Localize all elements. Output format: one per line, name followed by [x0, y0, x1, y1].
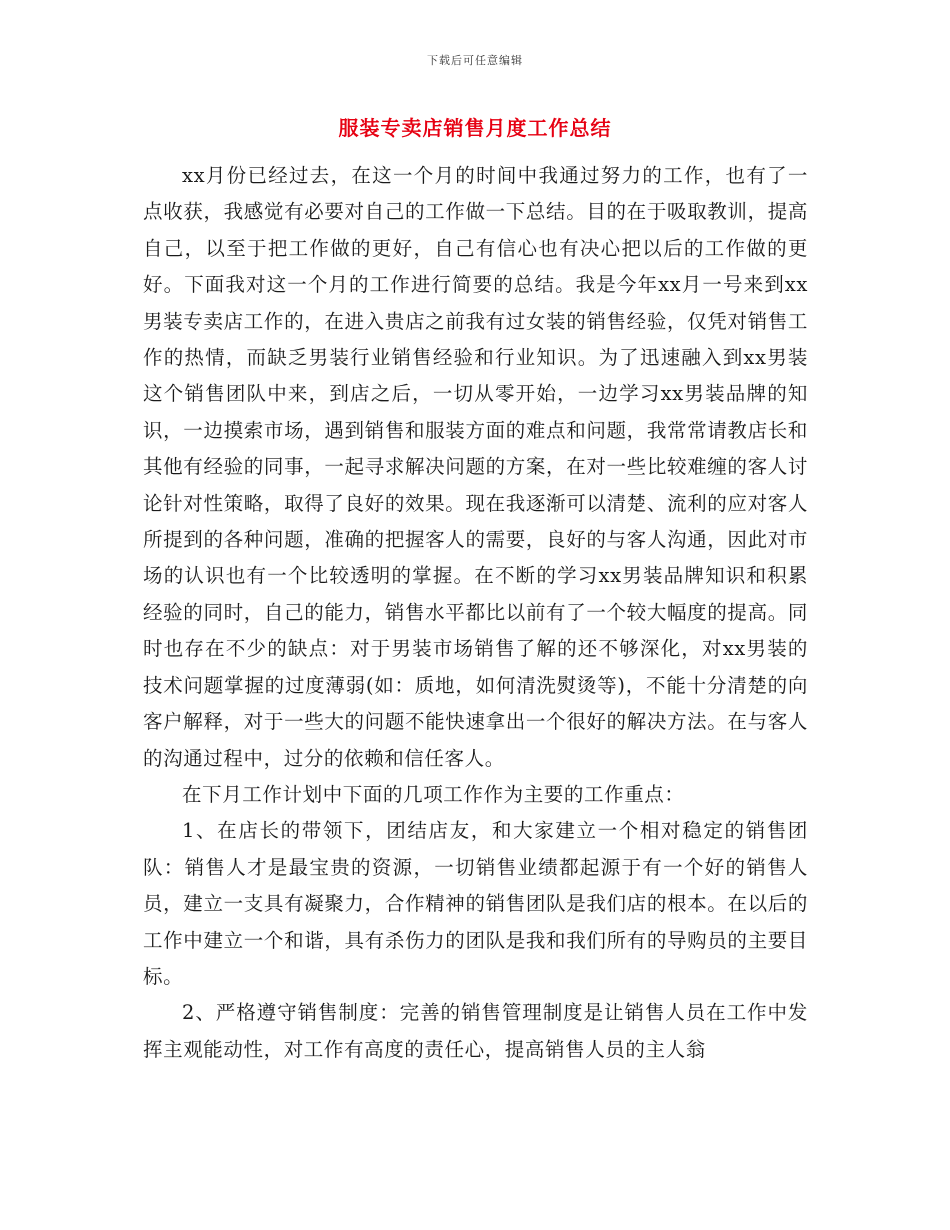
document-body — [143, 158, 808, 1068]
body-paragraph-item-2: 2、严格遵守销售制度：完善的销售管理制度是让销售人员在工作中发挥主观能动性，对工作有高度的责任心，提高销售人员的主人翁 — [143, 1001, 808, 1061]
body-paragraph-plan-intro: 在下月工作计划中下面的几项工作作为主要的工作重点： — [182, 782, 685, 806]
body-paragraph-item-1: 1、在店长的带领下，团结店友，和大家建立一个相对稳定的销售团队：销售人才是最宝贵的资源，一切销售业绩都起源于有一个好的销售人员，建立一支具有凝聚力，合作精神的销售团队是我们店的根本。在以后的工作中建立一个和谐，具有杀伤力的团队是我和我们所有的导购员的主要目标。 — [143, 819, 808, 988]
body-paragraph-summary: xx月份已经过去，在这一个月的时间中我通过努力的工作，也有了一点收获，我感觉有必要对自己的工作做一下总结。目的在于吸取教训，提高自己，以至于把工作做的更好，自己有信心也有决心把以后的工作做的更好。下面我对这一个月的工作进行简要的总结。我是今年xx月一号来到xx男装专卖店工作的，在进入贵店之前我有过女装的销售经验，仅凭对销售工作的热情，而缺乏男装行业销售经验和行业知识。为了迅速融入到xx男装这个销售团队中来，到店之后，一切从零开始，一边学习xx男装品牌的知识，一边摸索市场，遇到销售和服装方面的难点和问题，我常常请教店长和其他有经验的同事，一起寻求解决问题的方案，在对一些比较难缠的客人讨论针对性策略，取得了良好的效果。现在我逐渐可以清楚、流利的应对客人所提到的各种问题，准确的把握客人的需要，良好的与客人沟通，因此对市场的认识也有一个比较透明的掌握。在不断的学习xx男装品牌知识和积累经验的同时，自己的能力，销售水平都比以前有了一个较大幅度的提高。同时也存在不少的缺点：对于男装市场销售了解的还不够深化，对xx男装的技术问题掌握的过度薄弱(如：质地，如何清洗熨烫等)，不能十分清楚的向客户解释，对于一些大的问题不能快速拿出一个很好的解决方法。在与客人的沟通过程中，过分的依赖和信任客人。 — [143, 164, 808, 770]
page-header-note: 下载后可任意编辑 — [427, 54, 523, 67]
document-title: 服装专卖店销售月度工作总结 — [338, 116, 612, 140]
